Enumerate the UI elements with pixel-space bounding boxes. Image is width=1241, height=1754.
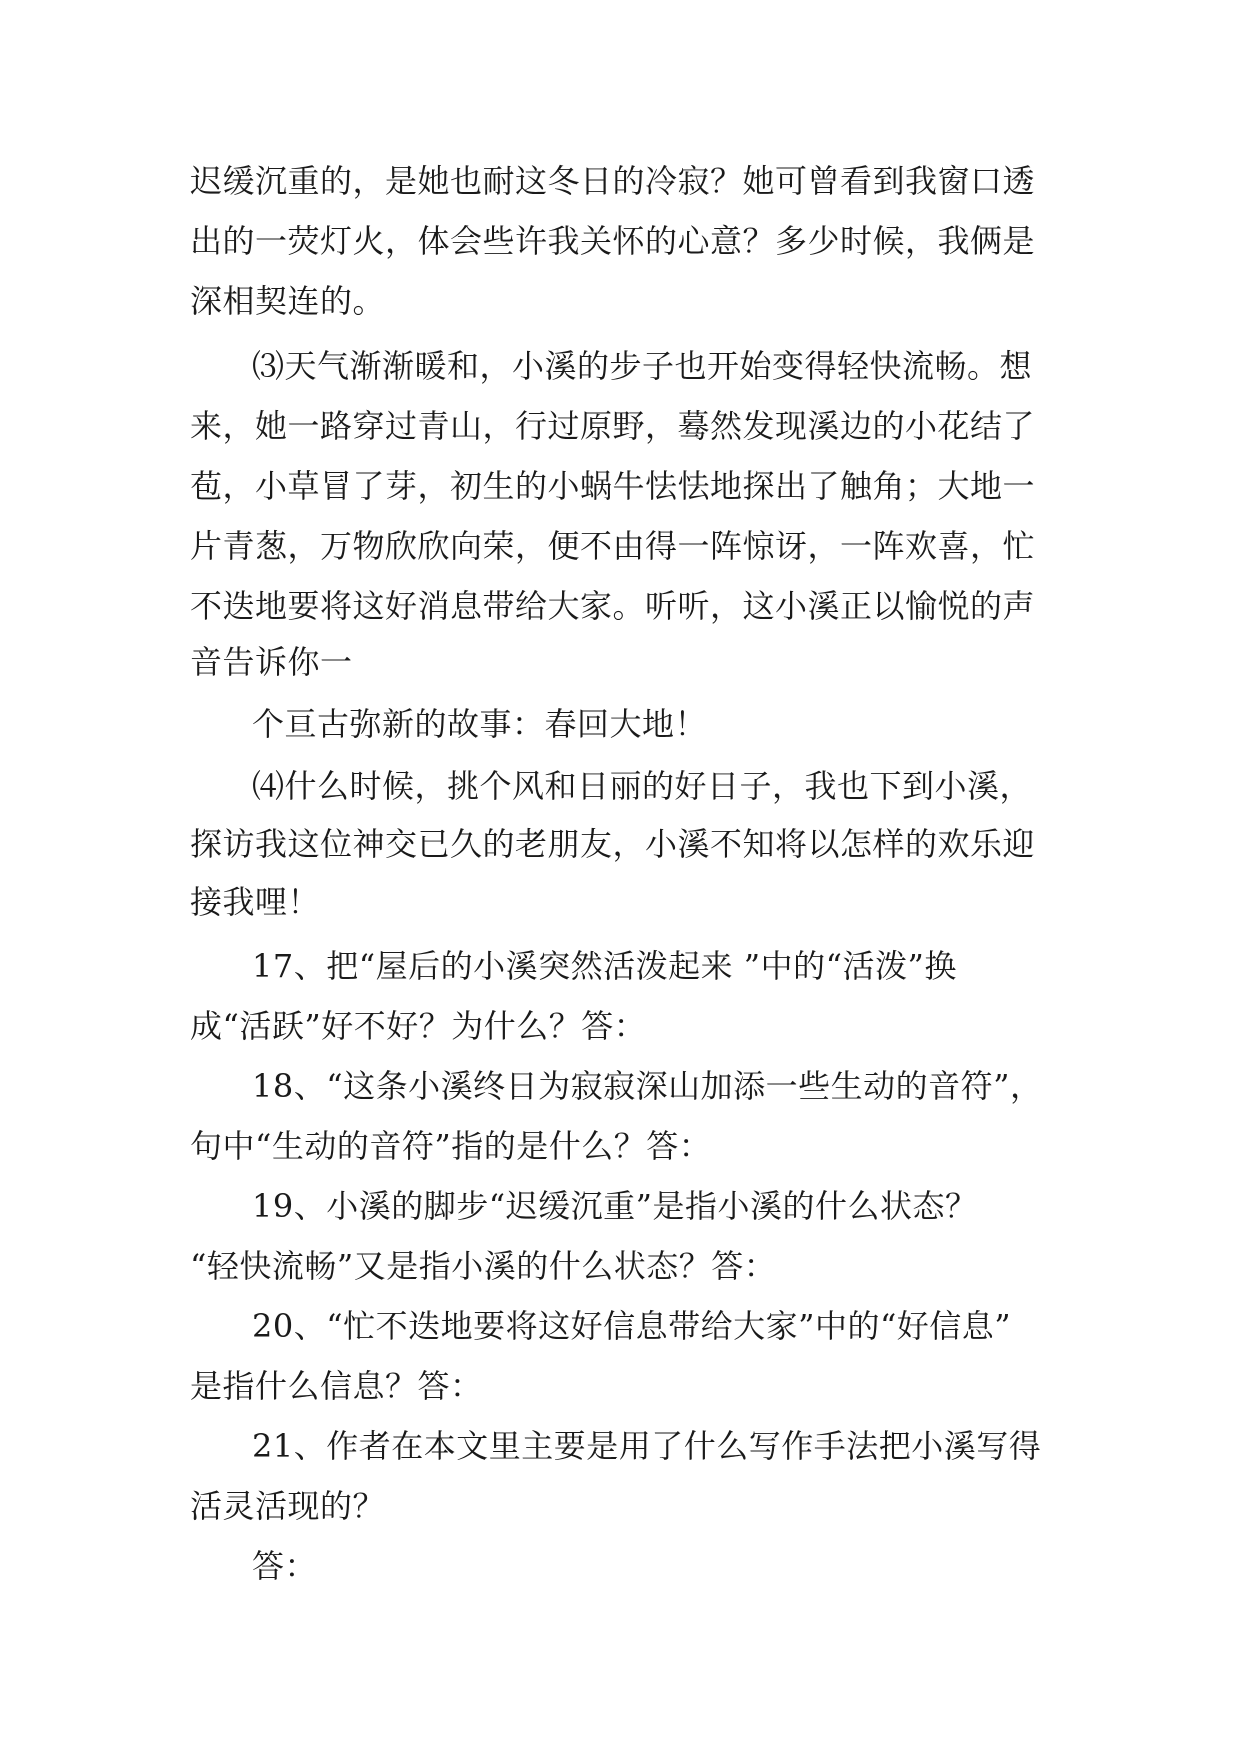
question-19: 19、小溪的脚步“迟缓沉重”是指小溪的什么状态？ (252, 1187, 978, 1225)
text-line: 探访我这位神交已久的老朋友，小溪不知将以怎样的欢乐迎 (190, 825, 1036, 863)
question-17: 17、把“屋后的小溪突然活泼起来 ”中的“活泼”换 (252, 947, 957, 985)
text-line: 深相契连的。 (190, 282, 386, 320)
text-line: 是指什么信息？答： (190, 1367, 483, 1405)
text-line: 片青葱，万物欣欣向荣，便不由得一阵惊讶，一阵欢喜，忙 (190, 527, 1036, 565)
text-line: 迟缓沉重的，是她也耐这冬日的冷寂？她可曾看到我窗口透 (190, 162, 1036, 200)
question-20: 20、“忙不迭地要将这好信息带给大家”中的“好信息” (252, 1307, 1012, 1345)
question-21: 21、作者在本文里主要是用了什么写作手法把小溪写得 (252, 1427, 1042, 1465)
text-line: 来，她一路穿过青山，行过原野，蓦然发现溪边的小花结了 (190, 407, 1036, 445)
text-line: 句中“生动的音符”指的是什么？答： (190, 1127, 712, 1165)
text-line: 个亘古弥新的故事：春回大地！ (252, 705, 708, 743)
text-line: 音告诉你一 (190, 643, 353, 681)
text-line: 不迭地要将这好消息带给大家。听听，这小溪正以愉悦的声 (190, 587, 1036, 625)
text-line: 活灵活现的？ (190, 1487, 386, 1525)
paragraph-3-start: ⑶天气渐渐暖和，小溪的步子也开始变得轻快流畅。想 (252, 347, 1033, 385)
text-line: 成“活跃”好不好？为什么？答： (190, 1007, 647, 1045)
text-line: 苞，小草冒了芽，初生的小蜗牛怯怯地探出了触角；大地一 (190, 467, 1036, 505)
text-line: “轻快流畅”又是指小溪的什么状态？答： (190, 1247, 777, 1285)
paragraph-4-start: ⑷什么时候，挑个风和日丽的好日子，我也下到小溪， (252, 767, 1033, 805)
answer-label: 答： (252, 1547, 318, 1585)
question-18: 18、“这条小溪终日为寂寂深山加添一些生动的音符”， (252, 1067, 1043, 1105)
text-line: 出的一荧灯火，体会些许我关怀的心意？多少时候，我俩是 (190, 222, 1036, 260)
text-line: 接我哩！ (190, 883, 321, 921)
